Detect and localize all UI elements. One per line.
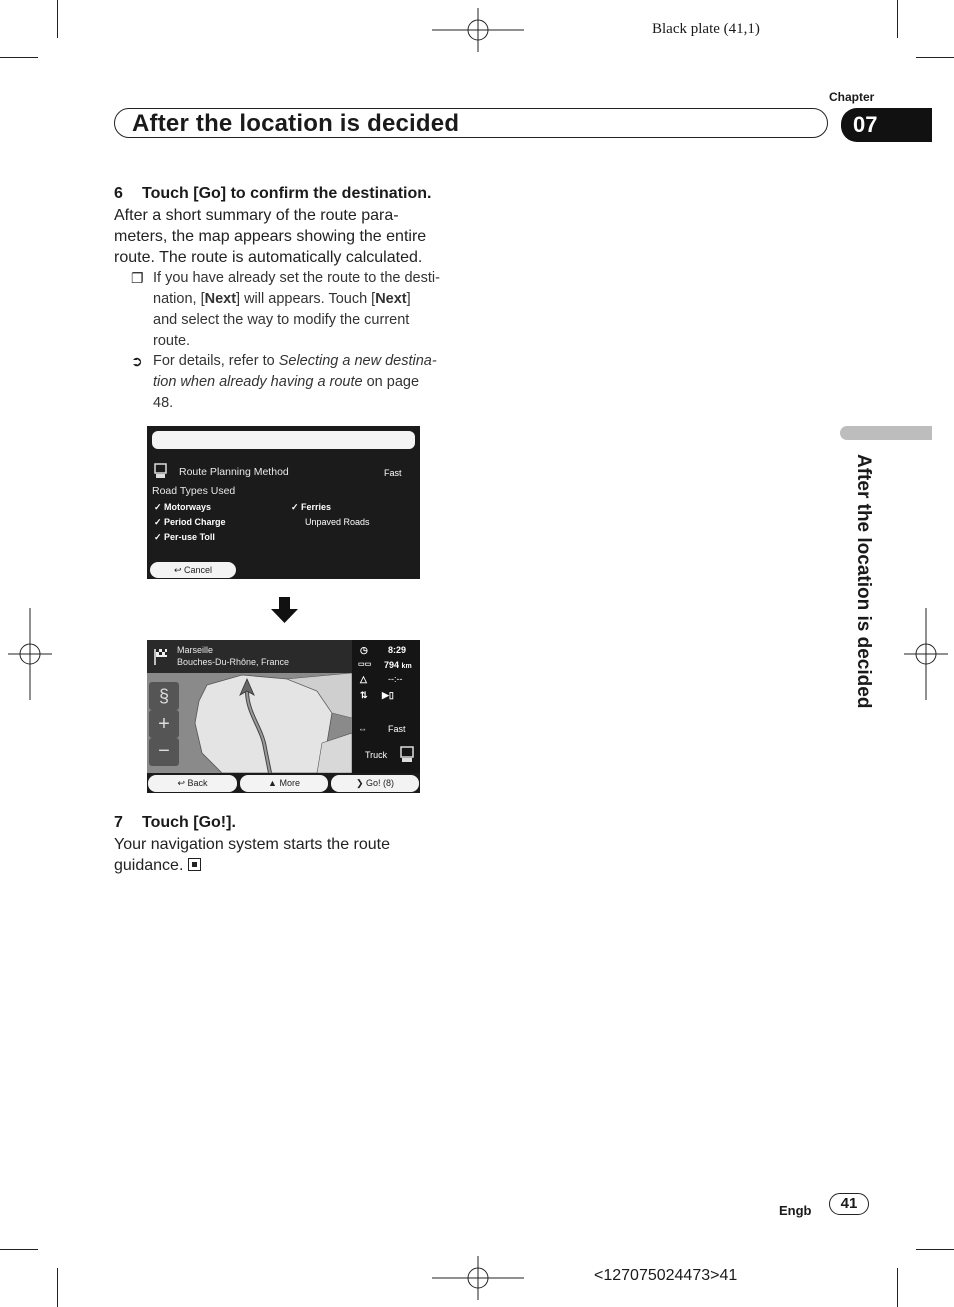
- destination-region: Bouches-Du-Rhône, France: [177, 657, 290, 667]
- arrival-time: 8:29: [388, 645, 407, 655]
- route-overview-button[interactable]: [149, 682, 179, 710]
- end-mark-icon: [188, 858, 201, 871]
- toll-icon: ▶▯: [382, 690, 394, 700]
- route-mode-icon: ⇔: [358, 724, 367, 734]
- plus-icon: +: [158, 713, 170, 735]
- route-method-label: Route Planning Method: [179, 466, 289, 478]
- registration-mark-right: [904, 608, 948, 700]
- destination-city: Marseille: [177, 645, 214, 655]
- distance-icon: ▭▭: [358, 661, 372, 668]
- chapter-number: 07: [841, 108, 932, 142]
- more-button[interactable]: ▲ More: [240, 775, 328, 792]
- reference-arrow-icon: ➲: [131, 353, 143, 369]
- back-button[interactable]: ↩ Back: [148, 775, 237, 792]
- reference-line: 48.: [153, 395, 174, 411]
- distance-value: 794 km: [384, 660, 412, 670]
- page-number: 41: [829, 1193, 869, 1215]
- clock-icon: ◷: [360, 645, 368, 655]
- note-line: route.: [153, 333, 191, 349]
- road-option-ferries[interactable]: ✓ Ferries: [291, 502, 332, 512]
- road-option-unpaved[interactable]: Unpaved Roads: [305, 517, 370, 527]
- truck-icon: [154, 463, 167, 481]
- chevron-up-icon: ▲: [268, 778, 277, 788]
- body-line: route. The route is automatically calculated.: [114, 249, 423, 266]
- back-arrow-icon: ↩: [177, 778, 185, 788]
- next-keyword: Next: [204, 291, 237, 307]
- road-option-motorways[interactable]: ✓ Motorways: [154, 502, 212, 512]
- next-keyword: Next: [375, 291, 407, 307]
- chevron-right-icon: ❯: [355, 778, 364, 788]
- crop-mark: [897, 1268, 898, 1307]
- route-s-icon: §: [158, 686, 169, 706]
- crop-mark: [916, 57, 954, 58]
- plate-label: Black plate (41,1): [652, 21, 760, 37]
- reference-line: tion when already having a route on page: [153, 374, 420, 390]
- crop-mark: [0, 1249, 38, 1250]
- side-tab-bar: [840, 426, 932, 440]
- registration-mark-bottom: [432, 1256, 524, 1300]
- body-line: guidance.: [114, 855, 390, 876]
- road-types-label: Road Types Used: [152, 485, 236, 497]
- reference-line: For details, refer to Selecting a new destina-: [153, 353, 437, 369]
- note-line: If you have already set the route to the desti-: [153, 270, 440, 286]
- chapter-label: Chapter: [829, 90, 875, 104]
- route-info-panel: [352, 640, 420, 773]
- body-line: After a short summary of the route para-: [114, 207, 399, 224]
- reference-text: [153, 351, 463, 414]
- body-line: meters, the map appears showing the entire: [114, 228, 427, 245]
- cancel-button[interactable]: ↩ Cancel: [150, 562, 236, 578]
- side-tab-label: After the location is decided: [853, 454, 874, 709]
- crop-mark: [57, 1268, 58, 1307]
- road-option-period-charge[interactable]: ✓ Period Charge: [154, 517, 226, 527]
- road-option-per-use-toll[interactable]: ✓ Per-use Toll: [154, 532, 215, 542]
- step-6-heading: Touch [Go] to confirm the destination.: [142, 185, 432, 202]
- registration-mark-top: [432, 8, 524, 52]
- minus-icon: −: [158, 740, 170, 762]
- route-settings-screenshot: [147, 426, 420, 579]
- go-button[interactable]: ❯ Go! (8): [331, 775, 419, 792]
- step-7-body: [114, 834, 390, 876]
- step-6-number: 6: [114, 185, 123, 202]
- road-icon: ⇅: [360, 690, 368, 700]
- document-code: <127075024473>41: [594, 1267, 738, 1284]
- step-7-heading: Touch [Go!].: [142, 814, 236, 831]
- note-line: and select the way to modify the current: [153, 312, 410, 328]
- truck-icon: [400, 746, 414, 764]
- warning-icon: △: [360, 674, 367, 684]
- note-icon: ❐: [131, 270, 144, 286]
- body-line: Your navigation system starts the route: [114, 836, 390, 853]
- duration-placeholder: --:--: [388, 674, 403, 684]
- route-method-value[interactable]: Fast: [384, 468, 402, 478]
- registration-mark-left: [8, 608, 52, 700]
- route-mode-value[interactable]: Fast: [388, 724, 406, 734]
- note-text: [153, 268, 463, 352]
- crop-mark: [0, 57, 38, 58]
- page-title: After the location is decided: [132, 110, 460, 137]
- step-7-number: 7: [114, 814, 123, 831]
- zoom-in-button[interactable]: [149, 710, 179, 738]
- crop-mark: [897, 0, 898, 38]
- zoom-out-button[interactable]: [149, 738, 179, 766]
- vehicle-type[interactable]: Truck: [365, 750, 388, 760]
- down-arrow-icon: [271, 597, 298, 623]
- crop-mark: [916, 1249, 954, 1250]
- search-bar[interactable]: [152, 431, 415, 449]
- language-code: Engb: [779, 1203, 812, 1218]
- step-6-body: [114, 205, 426, 268]
- route-summary-screenshot: [147, 640, 420, 793]
- note-line: nation, [Next] will appears. Touch [Next]: [153, 291, 411, 307]
- crop-mark: [57, 0, 58, 38]
- back-arrow-icon: ↩: [173, 565, 182, 575]
- checkered-flag-icon: [153, 648, 169, 666]
